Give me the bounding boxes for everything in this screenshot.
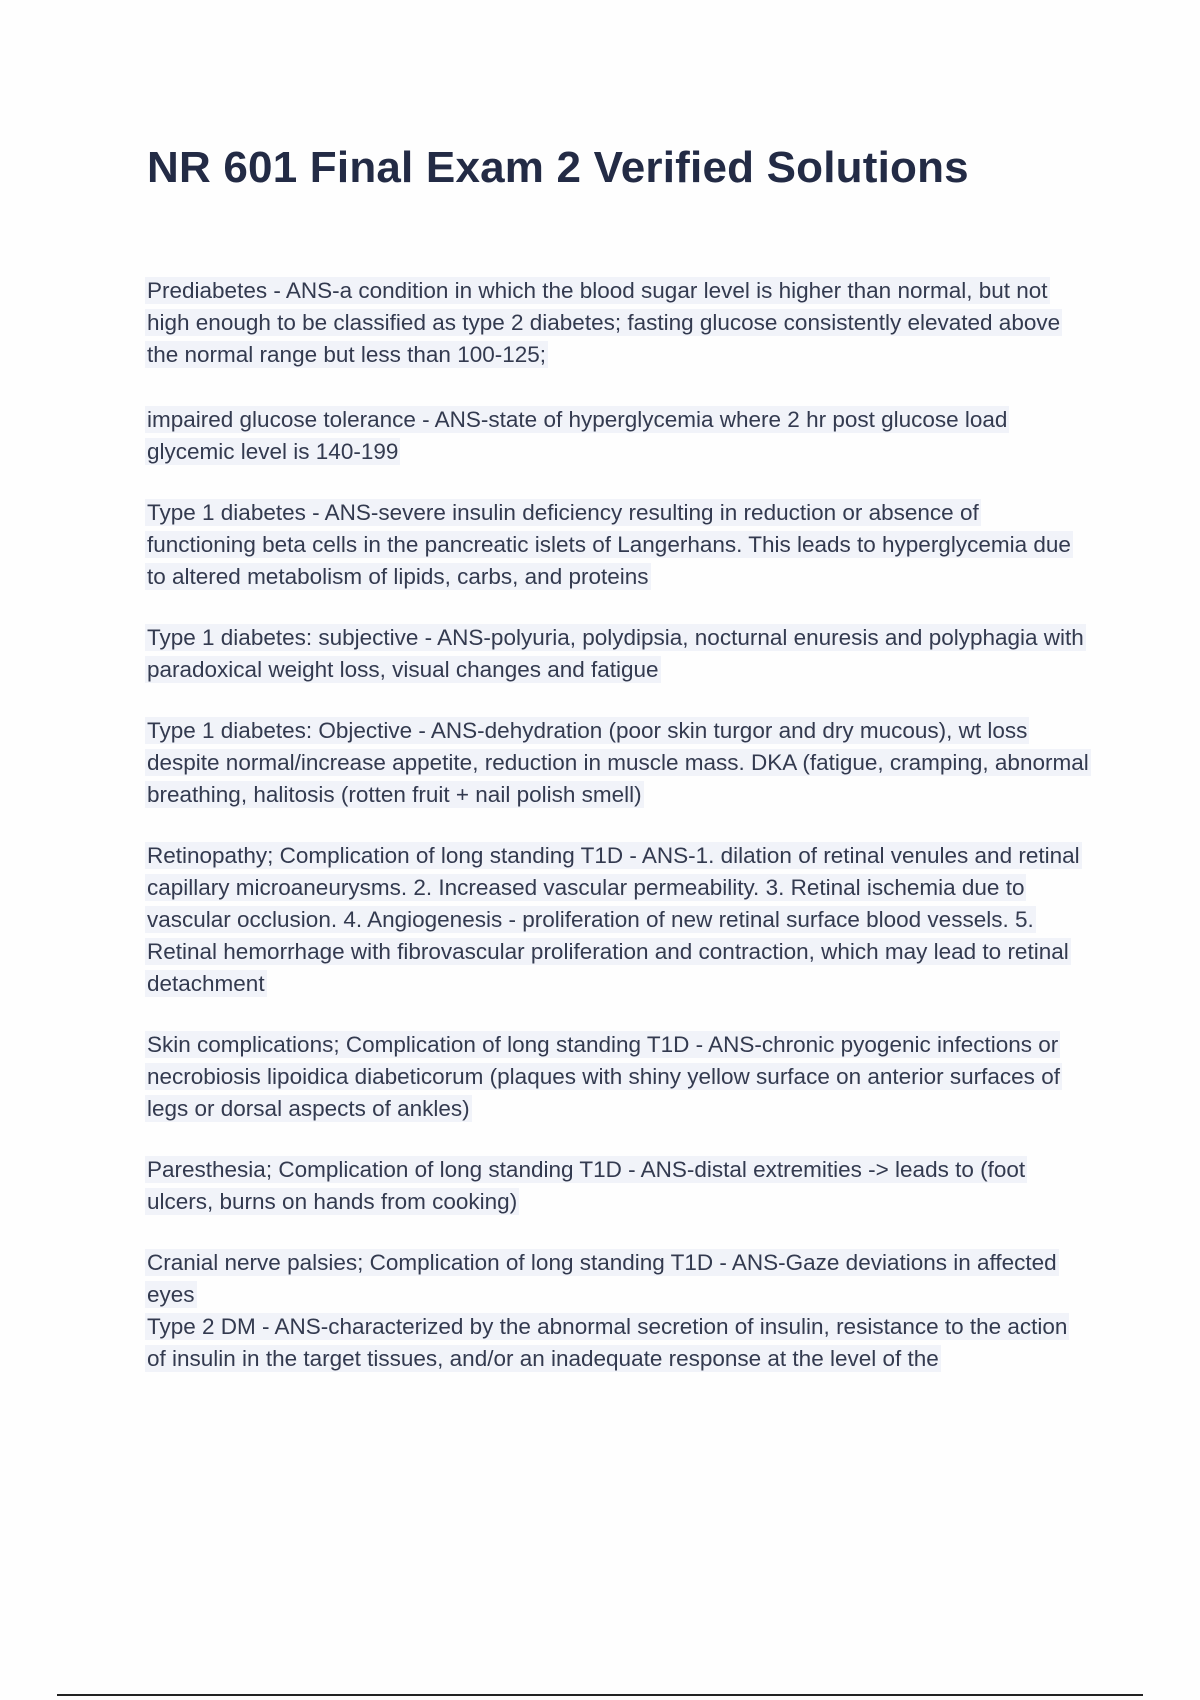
entry-impaired-glucose-tolerance (145, 404, 1090, 468)
entry-type2-dm (145, 1311, 1090, 1375)
entry-text: Type 1 diabetes: subjective - ANS-polyuria, polydipsia, nocturnal enuresis and polyphagia with paradoxical weight loss, visual changes and fatigue (147, 625, 1084, 682)
entry-text: Cranial nerve palsies; Complication of long standing T1D - ANS-Gaze deviations in affected eyes (147, 1250, 1057, 1307)
entry-skin-complications (145, 1029, 1090, 1125)
entry-text: Retinopathy; Complication of long standing T1D - ANS-1. dilation of retinal venules and retinal capillary microaneurysms. 2. Increased vascular permeability. 3. Retinal ischemia due to vascular occlusion. 4. Angiogenesis - proliferation of new retinal surface blood vessels. 5. Retinal hemorrhage with fibrovascular proliferation and contraction, which may lead to retinal detachment (147, 843, 1080, 996)
document-title: NR 601 Final Exam 2 Verified Solutions (147, 143, 969, 192)
entry-text: Prediabetes - ANS-a condition in which the blood sugar level is higher than normal, but not high enough to be classified as type 2 diabetes; fasting glucose consistently elevated above the normal range but less than 100-125; (147, 278, 1061, 367)
entry-text: Type 2 DM - ANS-characterized by the abnormal secretion of insulin, resistance to the action of insulin in the target tissues, and/or an inadequate response at the level of the (147, 1314, 1068, 1371)
entry-paresthesia (145, 1154, 1090, 1218)
entry-type1-objective (145, 715, 1090, 811)
entry-text: Skin complications; Complication of long standing T1D - ANS-chronic pyogenic infections or necrobiosis lipoidica diabeticorum (plaques with shiny yellow surface on anterior surfaces of legs or dorsal aspects of ankles) (147, 1032, 1060, 1121)
entry-retinopathy (145, 840, 1090, 1000)
document-body (145, 275, 1090, 1375)
entry-type1-diabetes (145, 497, 1090, 593)
footer-divider (57, 1694, 1143, 1696)
entry-text: Paresthesia; Complication of long standing T1D - ANS-distal extremities -> leads to (foot ulcers, burns on hands from cooking) (147, 1157, 1026, 1214)
entry-cranial-nerve-palsies (145, 1247, 1090, 1311)
entry-text: Type 1 diabetes: Objective - ANS-dehydration (poor skin turgor and dry mucous), wt loss despite normal/increase appetite, reduction in muscle mass. DKA (fatigue, cramping, abnormal breathing, halitosis (rotten fruit + nail polish smell) (147, 718, 1089, 807)
entry-text: impaired glucose tolerance - ANS-state of hyperglycemia where 2 hr post glucose load glycemic level is 140-199 (147, 407, 1008, 464)
entry-text: Type 1 diabetes - ANS-severe insulin deficiency resulting in reduction or absence of functioning beta cells in the pancreatic islets of Langerhans. This leads to hyperglycemia due to altered metabolism of lipids, carbs, and proteins (147, 500, 1071, 589)
entry-prediabetes (145, 275, 1090, 371)
entry-type1-subjective (145, 622, 1090, 686)
